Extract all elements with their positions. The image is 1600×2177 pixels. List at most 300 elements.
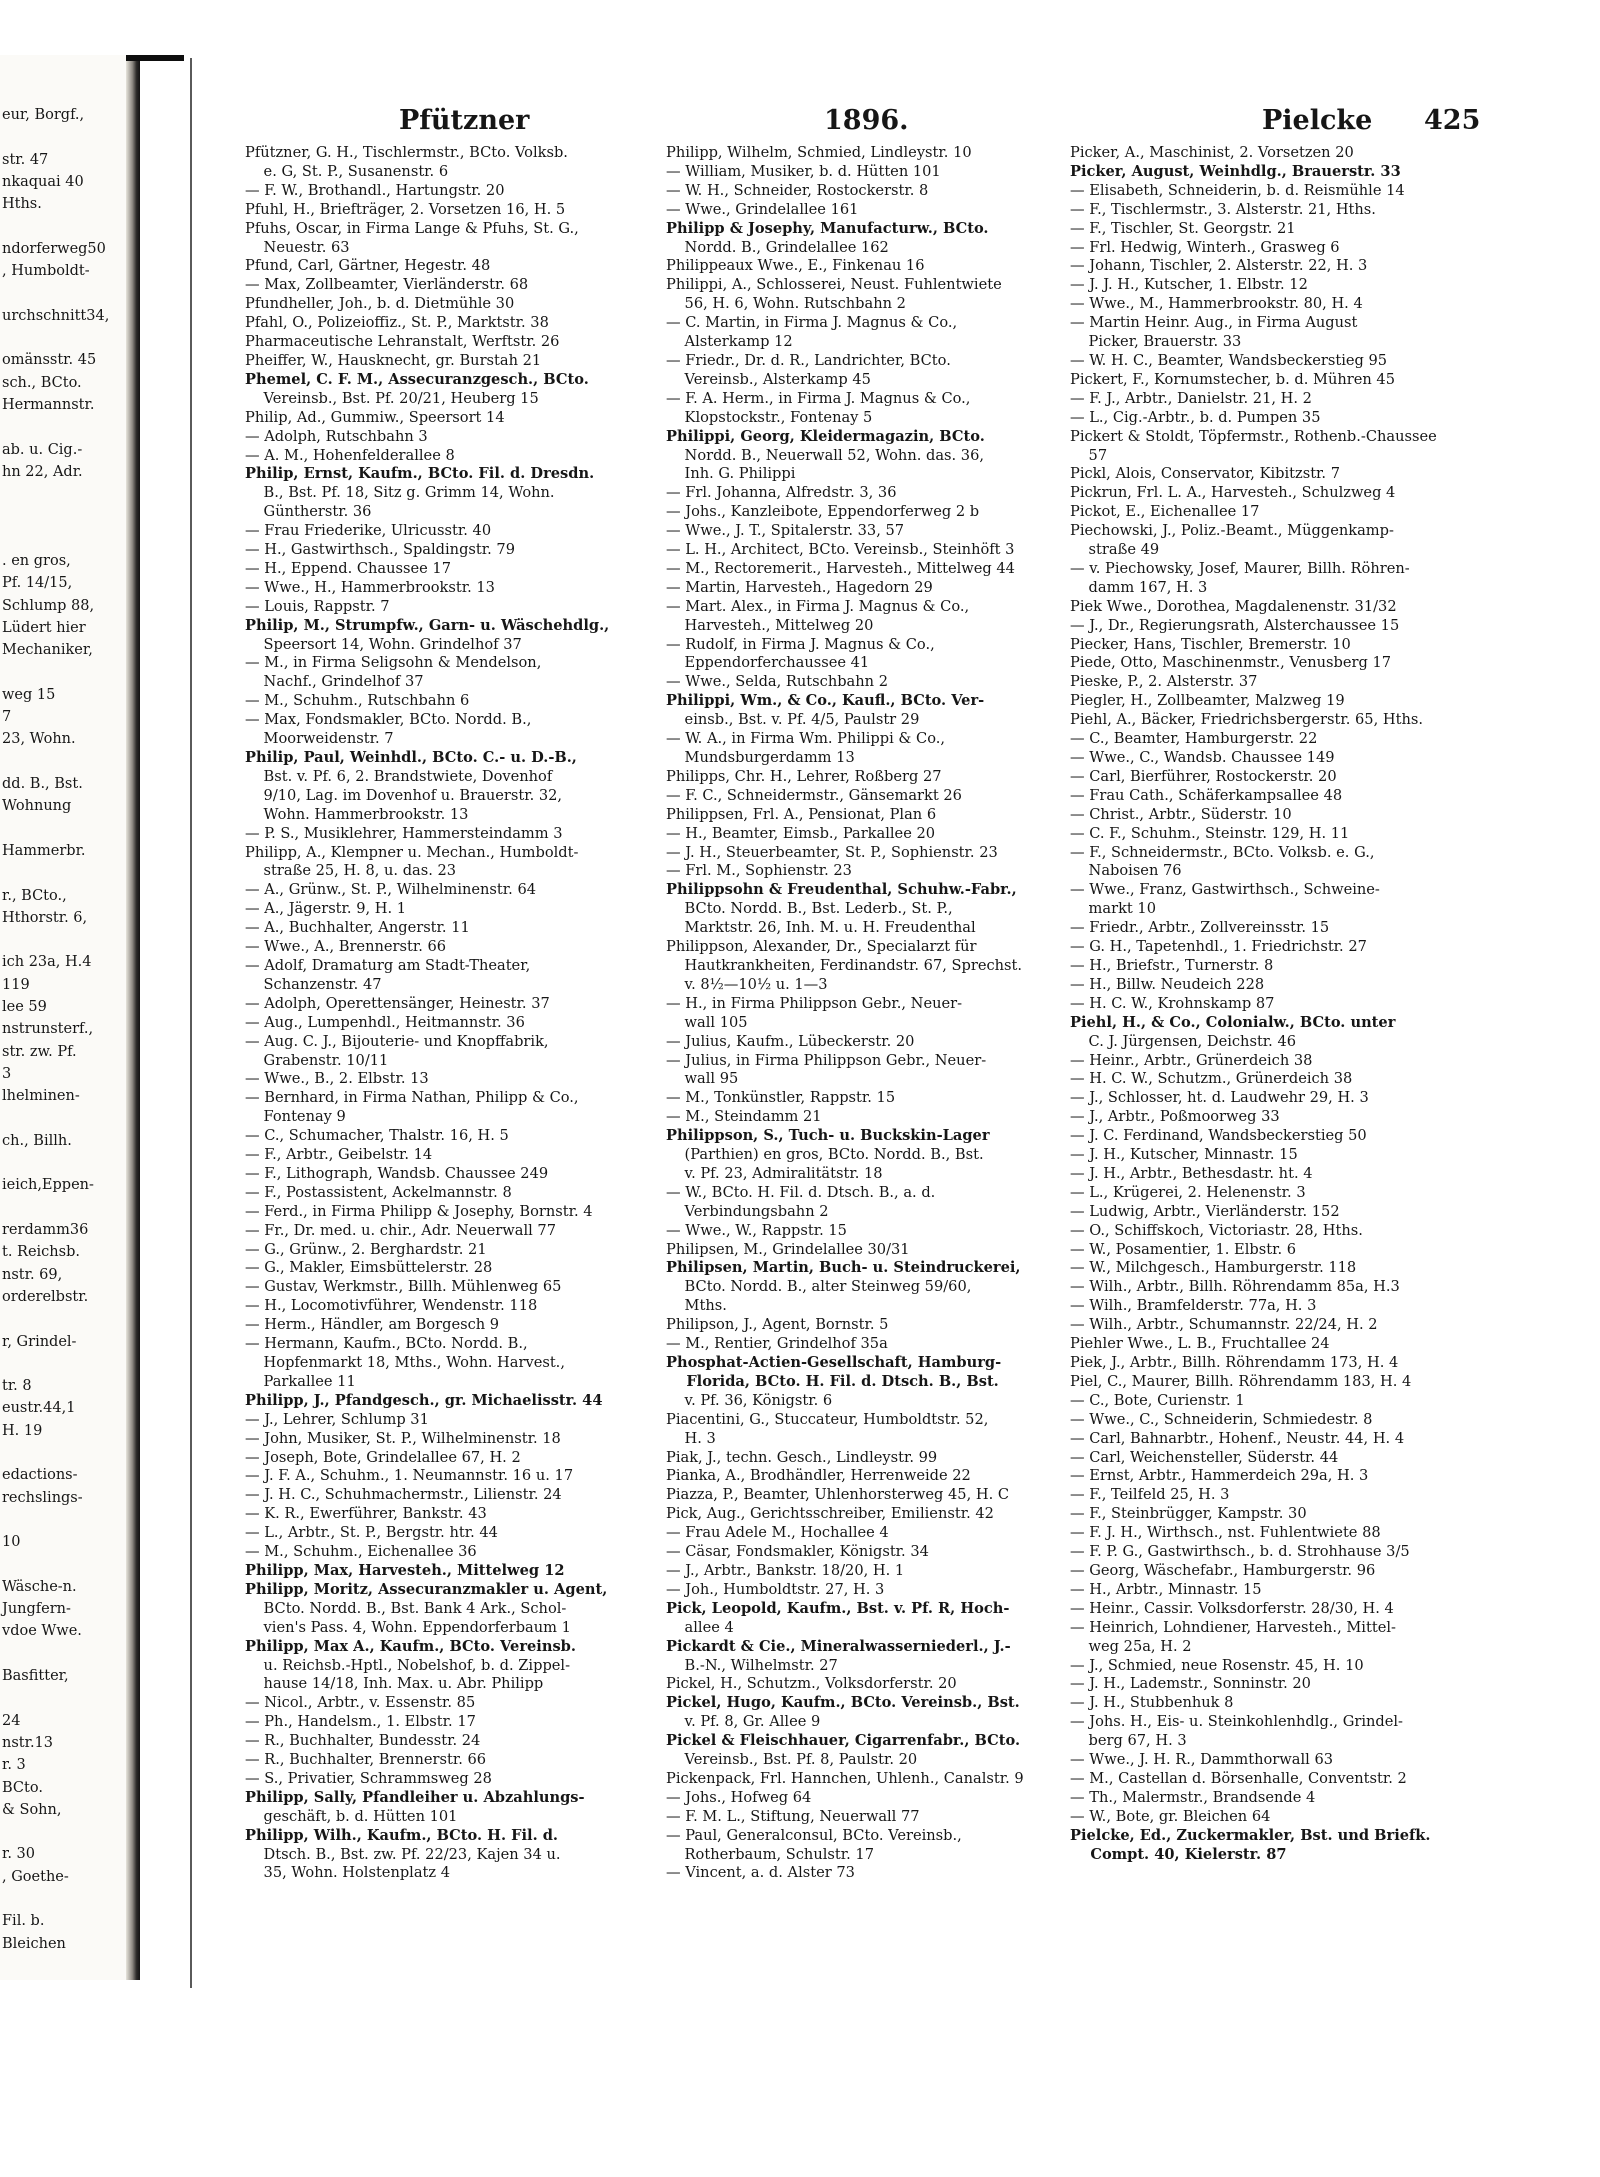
- directory-entry: — P. S., Musiklehrer, Hammersteindamm 3: [245, 824, 563, 842]
- directory-entry: — Wwe., A., Brennerstr. 66: [245, 938, 447, 956]
- prev-page-line: Basfitter,: [2, 1668, 69, 1684]
- directory-entry: Philippi, Wm., & Co., Kaufl., BCto. Ver-: [666, 692, 985, 710]
- directory-entry: — A., Buchhalter, Angerstr. 11: [245, 919, 470, 937]
- directory-entry: — F. W., Brothandl., Hartungstr. 20: [245, 181, 505, 199]
- directory-entry: — G. H., Tapetenhdl., 1. Friedrichstr. 27: [1070, 938, 1367, 956]
- directory-entry: — Julius, in Firma Philippson Gebr., Neuer-: [666, 1051, 987, 1069]
- directory-entry: v. Pf. 23, Admiralitätstr. 18: [666, 1164, 883, 1182]
- directory-entry: Pickert, F., Kornumstecher, b. d. Mühren 45: [1070, 370, 1395, 388]
- directory-entry: — Christ., Arbtr., Süderstr. 10: [1070, 805, 1292, 823]
- binding-edge: [126, 55, 184, 61]
- directory-entry: Vereinsb., Bst. Pf. 8, Paulstr. 20: [666, 1751, 918, 1769]
- directory-entry: — Frl. Hedwig, Winterh., Grasweg 6: [1070, 238, 1340, 256]
- directory-entry: — Hermann, Kaufm., BCto. Nordd. B.,: [245, 1335, 528, 1353]
- directory-entry: — Wwe., J. H. R., Dammthorwall 63: [1070, 1751, 1334, 1769]
- directory-entry: Philipsen, M., Grindelallee 30/31: [666, 1240, 910, 1258]
- directory-entry: H. 3: [666, 1429, 716, 1447]
- directory-entry: Florida, BCto. H. Fil. d. Dtsch. B., Bst.: [666, 1372, 999, 1390]
- directory-entry: Philipp, Moritz, Assecuranzmakler u. Agent,: [245, 1580, 608, 1598]
- directory-entry: — A. M., Hohenfelderallee 8: [245, 446, 455, 464]
- directory-entry: — Adolf, Dramaturg am Stadt-Theater,: [245, 956, 531, 974]
- directory-entry: Philippeaux Wwe., E., Finkenau 16: [666, 257, 925, 275]
- directory-entry: — G., Makler, Eimsbüttelerstr. 28: [245, 1259, 493, 1277]
- prev-page-line: ich 23a, H.4: [2, 954, 92, 971]
- directory-entry: Philipp & Josephy, Manufacturw., BCto.: [666, 219, 989, 237]
- directory-entry: — J., Dr., Regierungsrath, Alsterchaussee 15: [1070, 616, 1400, 634]
- directory-entry: Philipps, Chr. H., Lehrer, Roßberg 27: [666, 767, 942, 785]
- directory-entry: Pheiffer, W., Hausknecht, gr. Burstah 21: [245, 351, 542, 369]
- directory-entry: — Louis, Rappstr. 7: [245, 597, 390, 615]
- running-head-left: Pfützner: [399, 105, 530, 136]
- directory-entry: — Nicol., Arbtr., v. Essenstr. 85: [245, 1694, 476, 1712]
- directory-entry: — William, Musiker, b. d. Hütten 101: [666, 162, 941, 180]
- directory-entry: Philipp, Sally, Pfandleiher u. Abzahlungs-: [245, 1788, 585, 1806]
- directory-entry: Eppendorferchaussee 41: [666, 654, 870, 672]
- directory-entry: — F. P. G., Gastwirthsch., b. d. Strohhause 3/5: [1070, 1543, 1410, 1561]
- directory-entry: straße 49: [1070, 541, 1160, 559]
- directory-entry: — W. A., in Firma Wm. Philippi & Co.,: [666, 730, 945, 748]
- prev-page-line: r. 30: [2, 1846, 36, 1863]
- directory-entry: Nordd. B., Grindelallee 162: [666, 238, 889, 256]
- directory-entry: Philipp, J., Pfandgesch., gr. Michaelisstr. 44: [245, 1391, 603, 1409]
- directory-entry: BCto. Nordd. B., Bst. Lederb., St. P.,: [666, 900, 953, 918]
- directory-entry: markt 10: [1070, 900, 1156, 918]
- directory-entry: wall 95: [666, 1070, 739, 1088]
- directory-entry: — C., Bote, Curienstr. 1: [1070, 1391, 1245, 1409]
- directory-entry: — F., Arbtr., Geibelstr. 14: [245, 1146, 433, 1164]
- directory-entry: Piehl, A., Bäcker, Friedrichsbergerstr. 65, Hths.: [1070, 711, 1423, 729]
- prev-page-line: nkaquai 40: [2, 173, 84, 190]
- directory-entry: — Ph., Handelsm., 1. Elbstr. 17: [245, 1713, 476, 1731]
- directory-entry: Güntherstr. 36: [245, 503, 372, 521]
- directory-entry: u. Reichsb.-Hptl., Nobelshof, b. d. Zippel-: [245, 1656, 571, 1674]
- prev-page-line: eustr.44,1: [2, 1400, 76, 1417]
- directory-entry: Philip, M., Strumpfw., Garn- u. Wäschehdlg.,: [245, 616, 610, 634]
- directory-entry: Dtsch. B., Bst. zw. Pf. 22/23, Kajen 34 u.: [245, 1845, 561, 1863]
- directory-entry: Neuestr. 63: [245, 238, 350, 256]
- directory-entry: — Paul, Generalconsul, BCto. Vereinsb.,: [666, 1826, 962, 1844]
- directory-entry: — M., Rectoremerit., Harvesteh., Mittelweg 44: [666, 559, 1015, 577]
- prev-page-line: vdoe Wwe.: [2, 1623, 82, 1640]
- directory-entry: — F. J. H., Wirthsch., nst. Fuhlentwiete 88: [1070, 1524, 1381, 1542]
- directory-entry: — F., Lithograph, Wandsb. Chaussee 249: [245, 1164, 549, 1182]
- directory-entry: Vereinsb., Bst. Pf. 20/21, Heuberg 15: [245, 389, 539, 407]
- directory-column-1: [245, 144, 655, 1883]
- prev-page-line: orderelbstr.: [2, 1288, 89, 1305]
- book-spine: [126, 55, 140, 1980]
- prev-page-line: Schlump 88,: [2, 597, 95, 614]
- prev-page-line: weg 15: [2, 686, 56, 703]
- directory-entry: — W. H. C., Beamter, Wandsbeckerstieg 95: [1070, 351, 1388, 369]
- directory-entry: — Mart. Alex., in Firma J. Magnus & Co.,: [666, 597, 970, 615]
- directory-entry: Picker, A., Maschinist, 2. Vorsetzen 20: [1070, 144, 1354, 161]
- directory-entry: Alsterkamp 12: [666, 333, 793, 351]
- directory-entry: — J. H., Lademstr., Sonninstr. 20: [1070, 1675, 1311, 1693]
- directory-entry: — Martin Heinr. Aug., in Firma August: [1070, 314, 1358, 332]
- directory-entry: — L., Arbtr., St. P., Bergstr. htr. 44: [245, 1524, 498, 1542]
- directory-entry: — W., Milchgesch., Hamburgerstr. 118: [1070, 1259, 1357, 1277]
- directory-entry: Piechowski, J., Poliz.-Beamt., Müggenkamp-: [1070, 522, 1394, 540]
- directory-entry: — Wwe., Grindelallee 161: [666, 200, 859, 218]
- prev-page-line: lhelminen-: [2, 1088, 80, 1105]
- directory-entry: — Carl, Weichensteller, Süderstr. 44: [1070, 1448, 1339, 1466]
- directory-entry: Philipp, A., Klempner u. Mechan., Humboldt-: [245, 843, 579, 861]
- directory-entry: C. J. Jürgensen, Deichstr. 46: [1070, 1032, 1297, 1050]
- directory-entry: Piek, J., Arbtr., Billh. Röhrendamm 173, H. 4: [1070, 1354, 1399, 1371]
- directory-entry: wall 105: [666, 1013, 748, 1031]
- directory-entry: — Wwe., C., Wandsb. Chaussee 149: [1070, 749, 1335, 766]
- directory-entry: Piede, Otto, Maschinenmstr., Venusberg 17: [1070, 654, 1392, 672]
- directory-entry: B., Bst. Pf. 18, Sitz g. Grimm 14, Wohn.: [245, 484, 555, 502]
- directory-entry: — C., Schumacher, Thalstr. 16, H. 5: [245, 1127, 509, 1145]
- directory-entry: — Frau Friederike, Ulricusstr. 40: [245, 522, 492, 540]
- directory-entry: — Bernhard, in Firma Nathan, Philipp & Co.,: [245, 1089, 579, 1107]
- directory-entry: — v. Piechowsky, Josef, Maurer, Billh. Röhren-: [1070, 559, 1410, 577]
- prev-page-line: Hthorstr. 6,: [2, 909, 88, 926]
- directory-entry: — M., Tonkünstler, Rappstr. 15: [666, 1089, 896, 1107]
- directory-entry: — Friedr., Dr. d. R., Landrichter, BCto.: [666, 351, 951, 369]
- prev-page-line: 24: [2, 1712, 21, 1729]
- directory-entry: Philipp, Wilhelm, Schmied, Lindleystr. 10: [666, 144, 972, 161]
- directory-entry: — Frl. Johanna, Alfredstr. 3, 36: [666, 484, 897, 502]
- directory-entry: — Wwe., H., Hammerbrookstr. 13: [245, 578, 495, 596]
- directory-entry: Harvesteh., Mittelweg 20: [666, 616, 874, 634]
- directory-entry: Pielcke, Ed., Zuckermakler, Bst. und Briefk.: [1070, 1826, 1431, 1844]
- directory-entry: — Gustav, Werkmstr., Billh. Mühlenweg 65: [245, 1278, 562, 1296]
- prev-page-line: r, Grindel-: [2, 1333, 77, 1350]
- directory-entry: Philipp, Max, Harvesteh., Mittelweg 12: [245, 1561, 565, 1579]
- directory-entry: Philip, Ad., Gummiw., Speersort 14: [245, 408, 505, 426]
- directory-entry: Pfund, Carl, Gärtner, Hegestr. 48: [245, 257, 491, 275]
- directory-entry: — Frl. M., Sophienstr. 23: [666, 862, 852, 880]
- directory-entry: — A., Jägerstr. 9, H. 1: [245, 900, 407, 918]
- directory-entry: 35, Wohn. Holstenplatz 4: [245, 1864, 451, 1882]
- prev-page-line: rechslings-: [2, 1489, 83, 1506]
- prev-page-line: Bleichen: [2, 1935, 66, 1952]
- directory-entry: — Joh., Humboldtstr. 27, H. 3: [666, 1580, 885, 1598]
- prev-page-line: . en gros,: [2, 553, 71, 569]
- directory-entry: Picker, August, Weinhdlg., Brauerstr. 33: [1070, 162, 1401, 180]
- directory-entry: — Carl, Bierführer, Rostockerstr. 20: [1070, 767, 1337, 785]
- directory-entry: — Fr., Dr. med. u. chir., Adr. Neuerwall 77: [245, 1221, 556, 1239]
- directory-entry: Nachf., Grindelhof 37: [245, 673, 424, 691]
- directory-entry: Piel, C., Maurer, Billh. Röhrendamm 183, H. 4: [1070, 1372, 1412, 1390]
- prev-page-line: Pf. 14/15,: [2, 575, 73, 592]
- directory-entry: einsb., Bst. v. Pf. 4/5, Paulstr 29: [666, 711, 920, 729]
- directory-entry: Piacentini, G., Stuccateur, Humboldtstr. 52,: [666, 1410, 989, 1428]
- directory-entry: Pianka, A., Brodhändler, Herrenweide 22: [666, 1467, 971, 1485]
- directory-entry: Hopfenmarkt 18, Mths., Wohn. Harvest.,: [245, 1354, 565, 1371]
- directory-entry: — M., Rentier, Grindelhof 35a: [666, 1335, 888, 1353]
- directory-entry: — H., Arbtr., Minnastr. 15: [1070, 1580, 1262, 1598]
- directory-entry: hause 14/18, Inh. Max. u. Abr. Philipp: [245, 1675, 544, 1693]
- directory-entry: Philipp, Wilh., Kaufm., BCto. H. Fil. d.: [245, 1826, 559, 1844]
- directory-entry: — J. H. C., Schuhmachermstr., Lilienstr. 24: [245, 1486, 562, 1504]
- page-edge: [190, 58, 192, 1988]
- directory-entry: — J., Schlosser, ht. d. Laudwehr 29, H. 3: [1070, 1089, 1369, 1107]
- directory-entry: — J., Lehrer, Schlump 31: [245, 1410, 429, 1428]
- prev-page-line: hn 22, Adr.: [2, 463, 83, 480]
- directory-entry: Wohn. Hammerbrookstr. 13: [245, 805, 469, 823]
- directory-entry: — M., Schuhm., Eichenallee 36: [245, 1543, 477, 1561]
- directory-entry: — G., Grünw., 2. Berghardstr. 21: [245, 1240, 487, 1258]
- previous-page-edge: [0, 55, 140, 1980]
- prev-page-line: 3: [2, 1065, 12, 1082]
- prev-page-line: Mechaniker,: [2, 642, 93, 659]
- directory-entry: — F., Schneidermstr., BCto. Volksb. e. G.,: [1070, 843, 1375, 861]
- directory-entry: — K. R., Ewerführer, Bankstr. 43: [245, 1505, 487, 1523]
- directory-entry: Pfahl, O., Polizeioffiz., St. P., Marktstr. 38: [245, 314, 549, 332]
- directory-entry: — H., Gastwirthsch., Spaldingstr. 79: [245, 541, 515, 559]
- directory-entry: — Max, Fondsmakler, BCto. Nordd. B.,: [245, 711, 532, 729]
- directory-entry: — Rudolf, in Firma J. Magnus & Co.,: [666, 635, 935, 653]
- directory-entry: Parkallee 11: [245, 1372, 356, 1390]
- directory-entry: — L., Krügerei, 2. Helenenstr. 3: [1070, 1183, 1306, 1201]
- directory-entry: — O., Schiffskoch, Victoriastr. 28, Hths.: [1070, 1221, 1363, 1239]
- directory-entry: — M., Castellan d. Börsenhalle, Conventstr. 2: [1070, 1769, 1407, 1787]
- directory-entry: — M., in Firma Seligsohn & Mendelson,: [245, 654, 542, 672]
- directory-entry: Pickardt & Cie., Mineralwasserniederl., J.-: [666, 1637, 1011, 1655]
- directory-entry: Klopstockstr., Fontenay 5: [666, 408, 873, 426]
- directory-entry: — Georg, Wäschefabr., Hamburgerstr. 96: [1070, 1561, 1376, 1579]
- directory-entry: (Parthien) en gros, BCto. Nordd. B., Bst.: [666, 1146, 984, 1164]
- directory-entry: — L., Cig.-Arbtr., b. d. Pumpen 35: [1070, 408, 1321, 426]
- page-number: 425: [1424, 105, 1481, 136]
- prev-page-line: , Goethe-: [2, 1868, 69, 1885]
- directory-entry: Pickenpack, Frl. Hannchen, Uhlenh., Canalstr. 9: [666, 1769, 1024, 1787]
- directory-entry: — H., Billw. Neudeich 228: [1070, 975, 1265, 993]
- directory-entry: straße 25, H. 8, u. das. 23: [245, 862, 457, 880]
- directory-entry: — Heinrich, Lohndiener, Harvesteh., Mittel-: [1070, 1618, 1396, 1636]
- prev-page-line: Hths.: [2, 196, 42, 213]
- prev-page-line: ch., Billh.: [2, 1132, 72, 1149]
- directory-entry: Compt. 40, Kielerstr. 87: [1070, 1845, 1287, 1863]
- directory-entry: Pfuhl, H., Briefträger, 2. Vorsetzen 16, H. 5: [245, 200, 566, 218]
- directory-entry: — W. H., Schneider, Rostockerstr. 8: [666, 181, 929, 199]
- directory-entry: Moorweidenstr. 7: [245, 730, 394, 748]
- directory-entry: — R., Buchhalter, Brennerstr. 66: [245, 1751, 487, 1769]
- prev-page-line: nstr. 69,: [2, 1266, 63, 1283]
- prev-page-line: Fil. b.: [2, 1913, 45, 1930]
- prev-page-line: ab. u. Cig.-: [2, 441, 83, 458]
- prev-page-line: Wohnung: [2, 798, 72, 815]
- directory-entry: — F. J., Arbtr., Danielstr. 21, H. 2: [1070, 389, 1312, 407]
- directory-entry: — Wwe., M., Hammerbrookstr. 80, H. 4: [1070, 295, 1363, 313]
- directory-entry: 9/10, Lag. im Dovenhof u. Brauerstr. 32,: [245, 786, 563, 804]
- directory-entry: Philip, Paul, Weinhdl., BCto. C.- u. D.-B.,: [245, 749, 577, 766]
- running-head-right: Pielcke: [1262, 105, 1373, 136]
- directory-entry: — S., Privatier, Schrammsweg 28: [245, 1769, 492, 1787]
- directory-entry: Pick, Leopold, Kaufm., Bst. v. Pf. R, Hoch-: [666, 1599, 1010, 1617]
- directory-entry: 57: [1070, 446, 1108, 464]
- directory-entry: — W., Posamentier, 1. Elbstr. 6: [1070, 1240, 1297, 1258]
- directory-entry: — C. Martin, in Firma J. Magnus & Co.,: [666, 314, 958, 332]
- directory-entry: — Wwe., B., 2. Elbstr. 13: [245, 1070, 429, 1088]
- directory-entry: Philipson, J., Agent, Bornstr. 5: [666, 1316, 889, 1334]
- directory-entry: — C. F., Schuhm., Steinstr. 129, H. 11: [1070, 824, 1350, 842]
- directory-entry: v. Pf. 36, Königstr. 6: [666, 1391, 833, 1409]
- directory-entry: Philippi, A., Schlosserei, Neust. Fuhlentwiete: [666, 276, 1002, 294]
- directory-entry: — Johs., Kanzleibote, Eppendorferweg 2 b: [666, 503, 980, 521]
- directory-column-3: [1070, 144, 1480, 1864]
- directory-entry: — M., Steindamm 21: [666, 1108, 822, 1126]
- directory-entry: v. 8½—10½ u. 1—3: [666, 975, 828, 993]
- directory-entry: Inh. G. Philippi: [666, 465, 796, 483]
- prev-page-line: , Humboldt-: [2, 263, 90, 280]
- directory-entry: Mundsburgerdamm 13: [666, 749, 855, 766]
- directory-entry: — J. J. H., Kutscher, 1. Elbstr. 12: [1070, 276, 1308, 294]
- directory-entry: — F. A. Herm., in Firma J. Magnus & Co.,: [666, 389, 971, 407]
- directory-entry: B.-N., Wilhelmstr. 27: [666, 1656, 838, 1674]
- directory-entry: — C., Beamter, Hamburgerstr. 22: [1070, 730, 1318, 748]
- directory-entry: — Cäsar, Fondsmakler, Königstr. 34: [666, 1543, 929, 1561]
- directory-entry: Piehler Wwe., L. B., Fruchtallee 24: [1070, 1335, 1330, 1353]
- directory-entry: — Wwe., C., Schneiderin, Schmiedestr. 8: [1070, 1410, 1373, 1428]
- prev-page-line: str. zw. Pf.: [2, 1043, 77, 1060]
- prev-page-line: nstrunsterf.,: [2, 1021, 94, 1038]
- directory-entry: — Heinr., Cassir. Volksdorferstr. 28/30, H. 4: [1070, 1599, 1394, 1617]
- directory-entry: — Adolph, Operettensänger, Heinestr. 37: [245, 994, 550, 1012]
- directory-entry: Nordd. B., Neuerwall 52, Wohn. das. 36,: [666, 446, 985, 464]
- directory-entry: — Joseph, Bote, Grindelallee 67, H. 2: [245, 1448, 521, 1466]
- prev-page-line: dd. B., Bst.: [2, 776, 83, 792]
- directory-entry: — H., Briefstr., Turnerstr. 8: [1070, 956, 1274, 974]
- directory-entry: Piegler, H., Zollbeamter, Malzweg 19: [1070, 692, 1345, 710]
- prev-page-line: lee 59: [2, 999, 47, 1015]
- directory-entry: Piak, J., techn. Gesch., Lindleystr. 99: [666, 1448, 938, 1466]
- directory-entry: Phosphat-Actien-Gesellschaft, Hamburg-: [666, 1354, 1002, 1371]
- prev-page-line: urchschnitt34,: [2, 307, 110, 324]
- prev-page-line: Hammerbr.: [2, 842, 86, 859]
- directory-entry: — Julius, Kaufm., Lübeckerstr. 20: [666, 1032, 915, 1050]
- prev-page-line: tr. 8: [2, 1378, 32, 1395]
- directory-entry: Fontenay 9: [245, 1108, 346, 1126]
- directory-entry: Pickl, Alois, Conservator, Kibitzstr. 7: [1070, 465, 1340, 483]
- prev-page-line: ndorferweg50: [2, 240, 106, 257]
- directory-entry: Rotherbaum, Schulstr. 17: [666, 1845, 874, 1863]
- directory-entry: Hautkrankheiten, Ferdinandstr. 67, Sprechst.: [666, 956, 1023, 974]
- directory-entry: vien's Pass. 4, Wohn. Eppendorferbaum 1: [245, 1618, 571, 1636]
- directory-entry: geschäft, b. d. Hütten 101: [245, 1807, 458, 1825]
- prev-page-line: edactions-: [2, 1467, 78, 1484]
- directory-entry: BCto. Nordd. B., alter Steinweg 59/60,: [666, 1278, 972, 1296]
- directory-entry: Pfuhs, Oscar, in Firma Lange & Pfuhs, St. G.,: [245, 219, 579, 237]
- directory-entry: — Wwe., Selda, Rutschbahn 2: [666, 673, 888, 691]
- prev-page-line: BCto.: [2, 1779, 43, 1796]
- directory-entry: Pickot, E., Eichenallee 17: [1070, 503, 1260, 521]
- directory-entry: — Carl, Bahnarbtr., Hohenf., Neustr. 44, H. 4: [1070, 1429, 1405, 1447]
- prev-page-line: nstr.13: [2, 1734, 54, 1751]
- directory-entry: 56, H. 6, Wohn. Rutschbahn 2: [666, 295, 906, 313]
- directory-entry: Schanzenstr. 47: [245, 975, 382, 993]
- directory-entry: — H., in Firma Philippson Gebr., Neuer-: [666, 994, 963, 1012]
- prev-page-line: & Sohn,: [2, 1801, 62, 1818]
- directory-entry: Philippi, Georg, Kleidermagazin, BCto.: [666, 427, 985, 445]
- directory-entry: Philippsen, Frl. A., Pensionat, Plan 6: [666, 805, 937, 823]
- directory-entry: Bst. v. Pf. 6, 2. Brandstwiete, Dovenhof: [245, 767, 553, 785]
- directory-entry: — Johs. H., Eis- u. Steinkohlenhdlg., Grindel-: [1070, 1713, 1403, 1731]
- directory-entry: — H. C. W., Krohnskamp 87: [1070, 994, 1275, 1012]
- prev-page-line: sch., BCto.: [2, 374, 82, 391]
- prev-page-line: Wäsche-n.: [2, 1578, 77, 1595]
- directory-entry: Grabenstr. 10/11: [245, 1051, 389, 1069]
- directory-entry: Naboisen 76: [1070, 862, 1182, 880]
- prev-page-line: 119: [2, 976, 30, 993]
- prev-page-line: rerdamm36: [2, 1222, 89, 1238]
- directory-entry: Picker, Brauerstr. 33: [1070, 333, 1242, 351]
- directory-entry: Piek Wwe., Dorothea, Magdalenenstr. 31/32: [1070, 597, 1397, 615]
- directory-entry: Philippson, Alexander, Dr., Specialarzt für: [666, 938, 977, 956]
- directory-entry: Pickert & Stoldt, Töpfermstr., Rothenb.-Chaussee: [1070, 427, 1437, 445]
- directory-entry: — Wilh., Arbtr., Billh. Röhrendamm 85a, H.3: [1070, 1278, 1400, 1296]
- directory-entry: — F., Steinbrügger, Kampstr. 30: [1070, 1505, 1307, 1523]
- directory-entry: — Johs., Hofweg 64: [666, 1788, 812, 1806]
- prev-page-line: t. Reichsb.: [2, 1244, 80, 1261]
- directory-entry: Pfundheller, Joh., b. d. Dietmühle 30: [245, 295, 515, 313]
- directory-entry: — Wwe., Franz, Gastwirthsch., Schweine-: [1070, 881, 1380, 899]
- directory-entry: damm 167, H. 3: [1070, 578, 1208, 596]
- directory-entry: — W., Bote, gr. Bleichen 64: [1070, 1807, 1271, 1825]
- directory-entry: — Wwe., J. T., Spitalerstr. 33, 57: [666, 522, 905, 540]
- directory-entry: — Aug., Lumpenhdl., Heitmannstr. 36: [245, 1013, 525, 1031]
- directory-entry: — Elisabeth, Schneiderin, b. d. Reismühle 14: [1070, 181, 1405, 199]
- directory-column-2: [666, 144, 1076, 1883]
- directory-entry: — H. C. W., Schutzm., Grünerdeich 38: [1070, 1070, 1353, 1088]
- directory-entry: Philipp, Max A., Kaufm., BCto. Vereinsb.: [245, 1637, 576, 1655]
- prev-page-line: 10: [2, 1534, 21, 1551]
- directory-entry: — Heinr., Arbtr., Grünerdeich 38: [1070, 1051, 1313, 1069]
- prev-page-line: Lüdert hier: [2, 619, 86, 636]
- directory-entry: — J. H., Stubbenhuk 8: [1070, 1694, 1234, 1712]
- directory-entry: — Frau Cath., Schäferkampsallee 48: [1070, 786, 1343, 804]
- directory-entry: — F. C., Schneidermstr., Gänsemarkt 26: [666, 786, 962, 804]
- running-head-year: 1896.: [824, 105, 909, 136]
- directory-entry: Pharmaceutische Lehranstalt, Werftstr. 26: [245, 333, 560, 351]
- prev-page-line: r. 3: [2, 1757, 26, 1774]
- directory-entry: — F. M. L., Stiftung, Neuerwall 77: [666, 1807, 920, 1825]
- directory-entry: — W., BCto. H. Fil. d. Dtsch. B., a. d.: [666, 1183, 936, 1201]
- directory-entry: Marktstr. 26, Inh. M. u. H. Freudenthal: [666, 919, 976, 937]
- directory-entry: — F., Tischler, St. Georgstr. 21: [1070, 219, 1296, 237]
- directory-entry: — Wilh., Bramfelderstr. 77a, H. 3: [1070, 1297, 1317, 1315]
- directory-entry: Phemel, C. F. M., Assecuranzgesch., BCto.: [245, 370, 589, 388]
- directory-entry: Mths.: [666, 1297, 727, 1315]
- directory-entry: — J. H., Steuerbeamter, St. P., Sophienstr. 23: [666, 843, 998, 861]
- prev-page-line: str. 47: [2, 151, 49, 168]
- directory-entry: — J. C. Ferdinand, Wandsbeckerstieg 50: [1070, 1127, 1367, 1145]
- directory-entry: — H., Eppend. Chaussee 17: [245, 559, 451, 577]
- directory-entry: — Ludwig, Arbtr., Vierländerstr. 152: [1070, 1202, 1340, 1220]
- directory-entry: — L. H., Architect, BCto. Vereinsb., Steinhöft 3: [666, 541, 1015, 559]
- directory-entry: — J. H., Arbtr., Bethesdastr. ht. 4: [1070, 1164, 1313, 1182]
- directory-entry: BCto. Nordd. B., Bst. Bank 4 Ark., Schol-: [245, 1599, 567, 1617]
- directory-entry: — J. H., Kutscher, Minnastr. 15: [1070, 1146, 1298, 1164]
- directory-entry: — Herm., Händler, am Borgesch 9: [245, 1316, 500, 1334]
- directory-entry: v. Pf. 8, Gr. Allee 9: [666, 1713, 821, 1731]
- directory-entry: Philippsohn & Freudenthal, Schuhw.-Fabr.,: [666, 881, 1017, 899]
- directory-entry: Pick, Aug., Gerichtsschreiber, Emilienstr. 42: [666, 1505, 994, 1523]
- directory-entry: — Johann, Tischler, 2. Alsterstr. 22, H. 3: [1070, 257, 1368, 275]
- directory-entry: — Aug. C. J., Bijouterie- und Knopffabrik,: [245, 1032, 549, 1050]
- directory-entry: — Vincent, a. d. Alster 73: [666, 1864, 855, 1882]
- directory-entry: — Frau Adele M., Hochallee 4: [666, 1524, 889, 1542]
- prev-page-line: 7: [2, 709, 12, 726]
- directory-entry: Vereinsb., Alsterkamp 45: [666, 370, 871, 388]
- directory-entry: — J., Arbtr., Poßmoorweg 33: [1070, 1108, 1280, 1126]
- directory-entry: Philipsen, Martin, Buch- u. Steindruckerei,: [666, 1259, 1021, 1277]
- directory-entry: — Max, Zollbeamter, Vierländerstr. 68: [245, 276, 529, 294]
- directory-entry: — F., Postassistent, Ackelmannstr. 8: [245, 1183, 512, 1201]
